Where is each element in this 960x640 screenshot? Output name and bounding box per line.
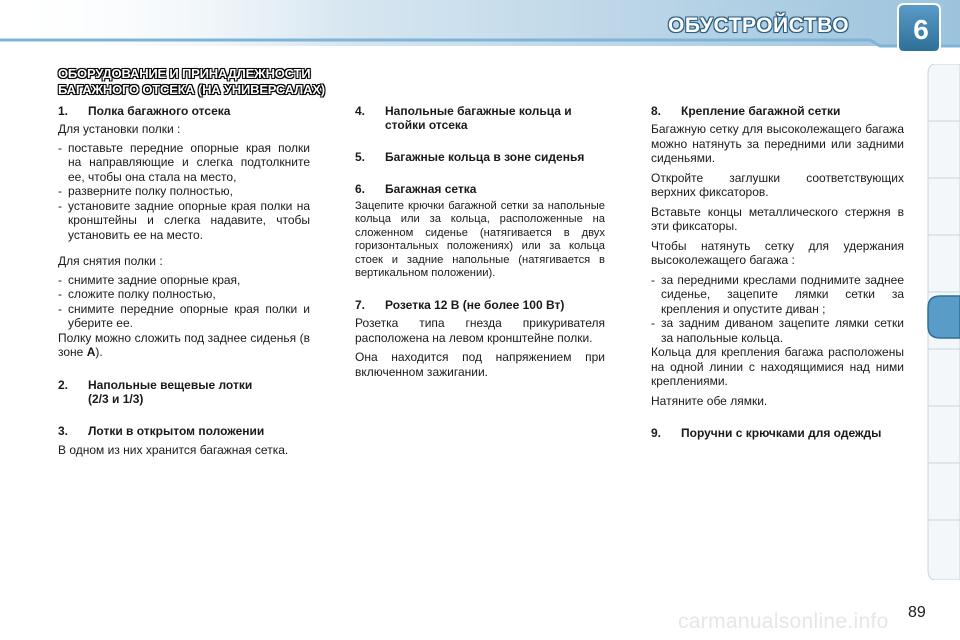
heading-number: 7. bbox=[355, 298, 366, 313]
list-item: - установите задние опорные края полки на кронштейны и слегка надавите, чтобы установить ее на место. bbox=[58, 198, 310, 242]
heading-text: Крепление багажной сетки bbox=[681, 104, 841, 118]
tab-active-chapter-6[interactable] bbox=[928, 296, 960, 338]
heading-number: 9. bbox=[651, 426, 662, 440]
list-item: - за передними креслами поднимите заднее сиденье, зацепите лямки сетки за крепления и опустите диван ; bbox=[651, 272, 904, 316]
heading-text: Розетка 12 В (не более 100 Вт) bbox=[385, 298, 565, 313]
heading-text: Полка багажного отсека bbox=[88, 104, 231, 118]
heading-text: Лотки в открытом положении bbox=[88, 423, 265, 438]
list-item: - сложите полку полностью, bbox=[58, 287, 216, 301]
heading-number: 2. bbox=[58, 377, 69, 392]
list-item: - за задним диваном зацепите лямки сетки за напольные кольца. bbox=[651, 316, 904, 345]
paragraph: Откройте заглушки соответствующих верхних фиксаторов. bbox=[651, 170, 904, 199]
list-item: - снимите задние опорные края, bbox=[58, 272, 241, 287]
heading-number: 6. bbox=[355, 182, 366, 196]
heading-number: 3. bbox=[58, 423, 69, 438]
column-1 bbox=[58, 104, 310, 457]
heading-1 bbox=[58, 104, 310, 118]
heading-text: Поручни с крючками для одежды bbox=[681, 426, 882, 440]
heading-number: 4. bbox=[355, 104, 366, 118]
heading-8 bbox=[651, 104, 904, 118]
heading-number: 8. bbox=[651, 104, 662, 118]
paragraph: В одном из них хранится багажная сетка. bbox=[58, 442, 289, 457]
chapter-title: ОБУСТРОЙСТВО bbox=[668, 14, 850, 37]
heading-5 bbox=[355, 150, 605, 164]
column-3 bbox=[651, 104, 904, 440]
paragraph: Полку можно сложить под заднее сиденья (в зоне A). bbox=[58, 330, 310, 359]
heading-2 bbox=[58, 378, 310, 406]
section-title-line2: БАГАЖНОГО ОТСЕКА (НА УНИВЕРСАЛАХ) bbox=[58, 82, 325, 97]
heading-9 bbox=[651, 426, 904, 440]
column-2 bbox=[355, 104, 605, 379]
heading-number: 1. bbox=[58, 104, 69, 118]
heading-6 bbox=[355, 182, 605, 196]
heading-text: Напольные вещевые лотки bbox=[88, 377, 253, 392]
heading-text: Напольные багажные кольца и стойки отсека bbox=[385, 104, 572, 132]
heading-text: Багажные кольца в зоне сиденья bbox=[385, 150, 585, 164]
heading-3 bbox=[58, 424, 310, 438]
heading-text-line2: (2/3 и 1/3) bbox=[88, 391, 144, 406]
chapter-tabs bbox=[926, 64, 960, 580]
paragraph: Для снятия полки : bbox=[58, 254, 163, 268]
paragraph: Зацепите крючки багажной сетки за напольные кольца или за кольца, расположенные на сложенном сиденье (натягивается в двух горизонтальных положениях) или за кольца стоек и задние напольные (натягивается в вертикальном положении). bbox=[355, 200, 605, 280]
chapter-number: 6 bbox=[913, 14, 929, 45]
paragraph: Для установки полки : bbox=[58, 122, 181, 136]
paragraph: Натяните обе лямки. bbox=[651, 393, 768, 408]
paragraph: Багажную сетку для высоколежащего багажа можно натянуть за передними или задними сиденьями. bbox=[651, 122, 904, 165]
paragraph: Вставьте концы металлического стержня в эти фиксаторы. bbox=[651, 204, 904, 233]
page-number: 89 bbox=[908, 604, 926, 621]
section-title bbox=[58, 66, 338, 98]
paragraph: Кольца для крепления багажа расположены на одной линии с находящимися над ними креплениями. bbox=[651, 345, 904, 388]
paragraph: Чтобы натянуть сетку для удержания высоколежащего багажа : bbox=[651, 238, 904, 267]
list-item: - поставьте передние опорные края полки на направляющие и слегка подтолкните ее, чтобы она стала на место, bbox=[58, 140, 310, 184]
watermark: carmanualsonline.info bbox=[678, 610, 889, 633]
section-title-line1: ОБОРУДОВАНИЕ И ПРИНАДЛЕЖНОСТИ bbox=[58, 66, 311, 81]
paragraph: Она находится под напряжением при включенном зажигании. bbox=[355, 350, 605, 379]
zone-marker: A bbox=[86, 345, 96, 359]
heading-number: 5. bbox=[355, 150, 366, 164]
heading-text: Багажная сетка bbox=[385, 182, 477, 196]
paragraph: Розетка типа гнезда прикуривателя расположена на левом кронштейне полки. bbox=[355, 316, 605, 345]
list-item: - снимите передние опорные края полки и уберите ее. bbox=[58, 301, 310, 330]
heading-7 bbox=[355, 298, 605, 312]
heading-4 bbox=[355, 104, 605, 132]
list-item: - разверните полку полностью, bbox=[58, 184, 233, 198]
